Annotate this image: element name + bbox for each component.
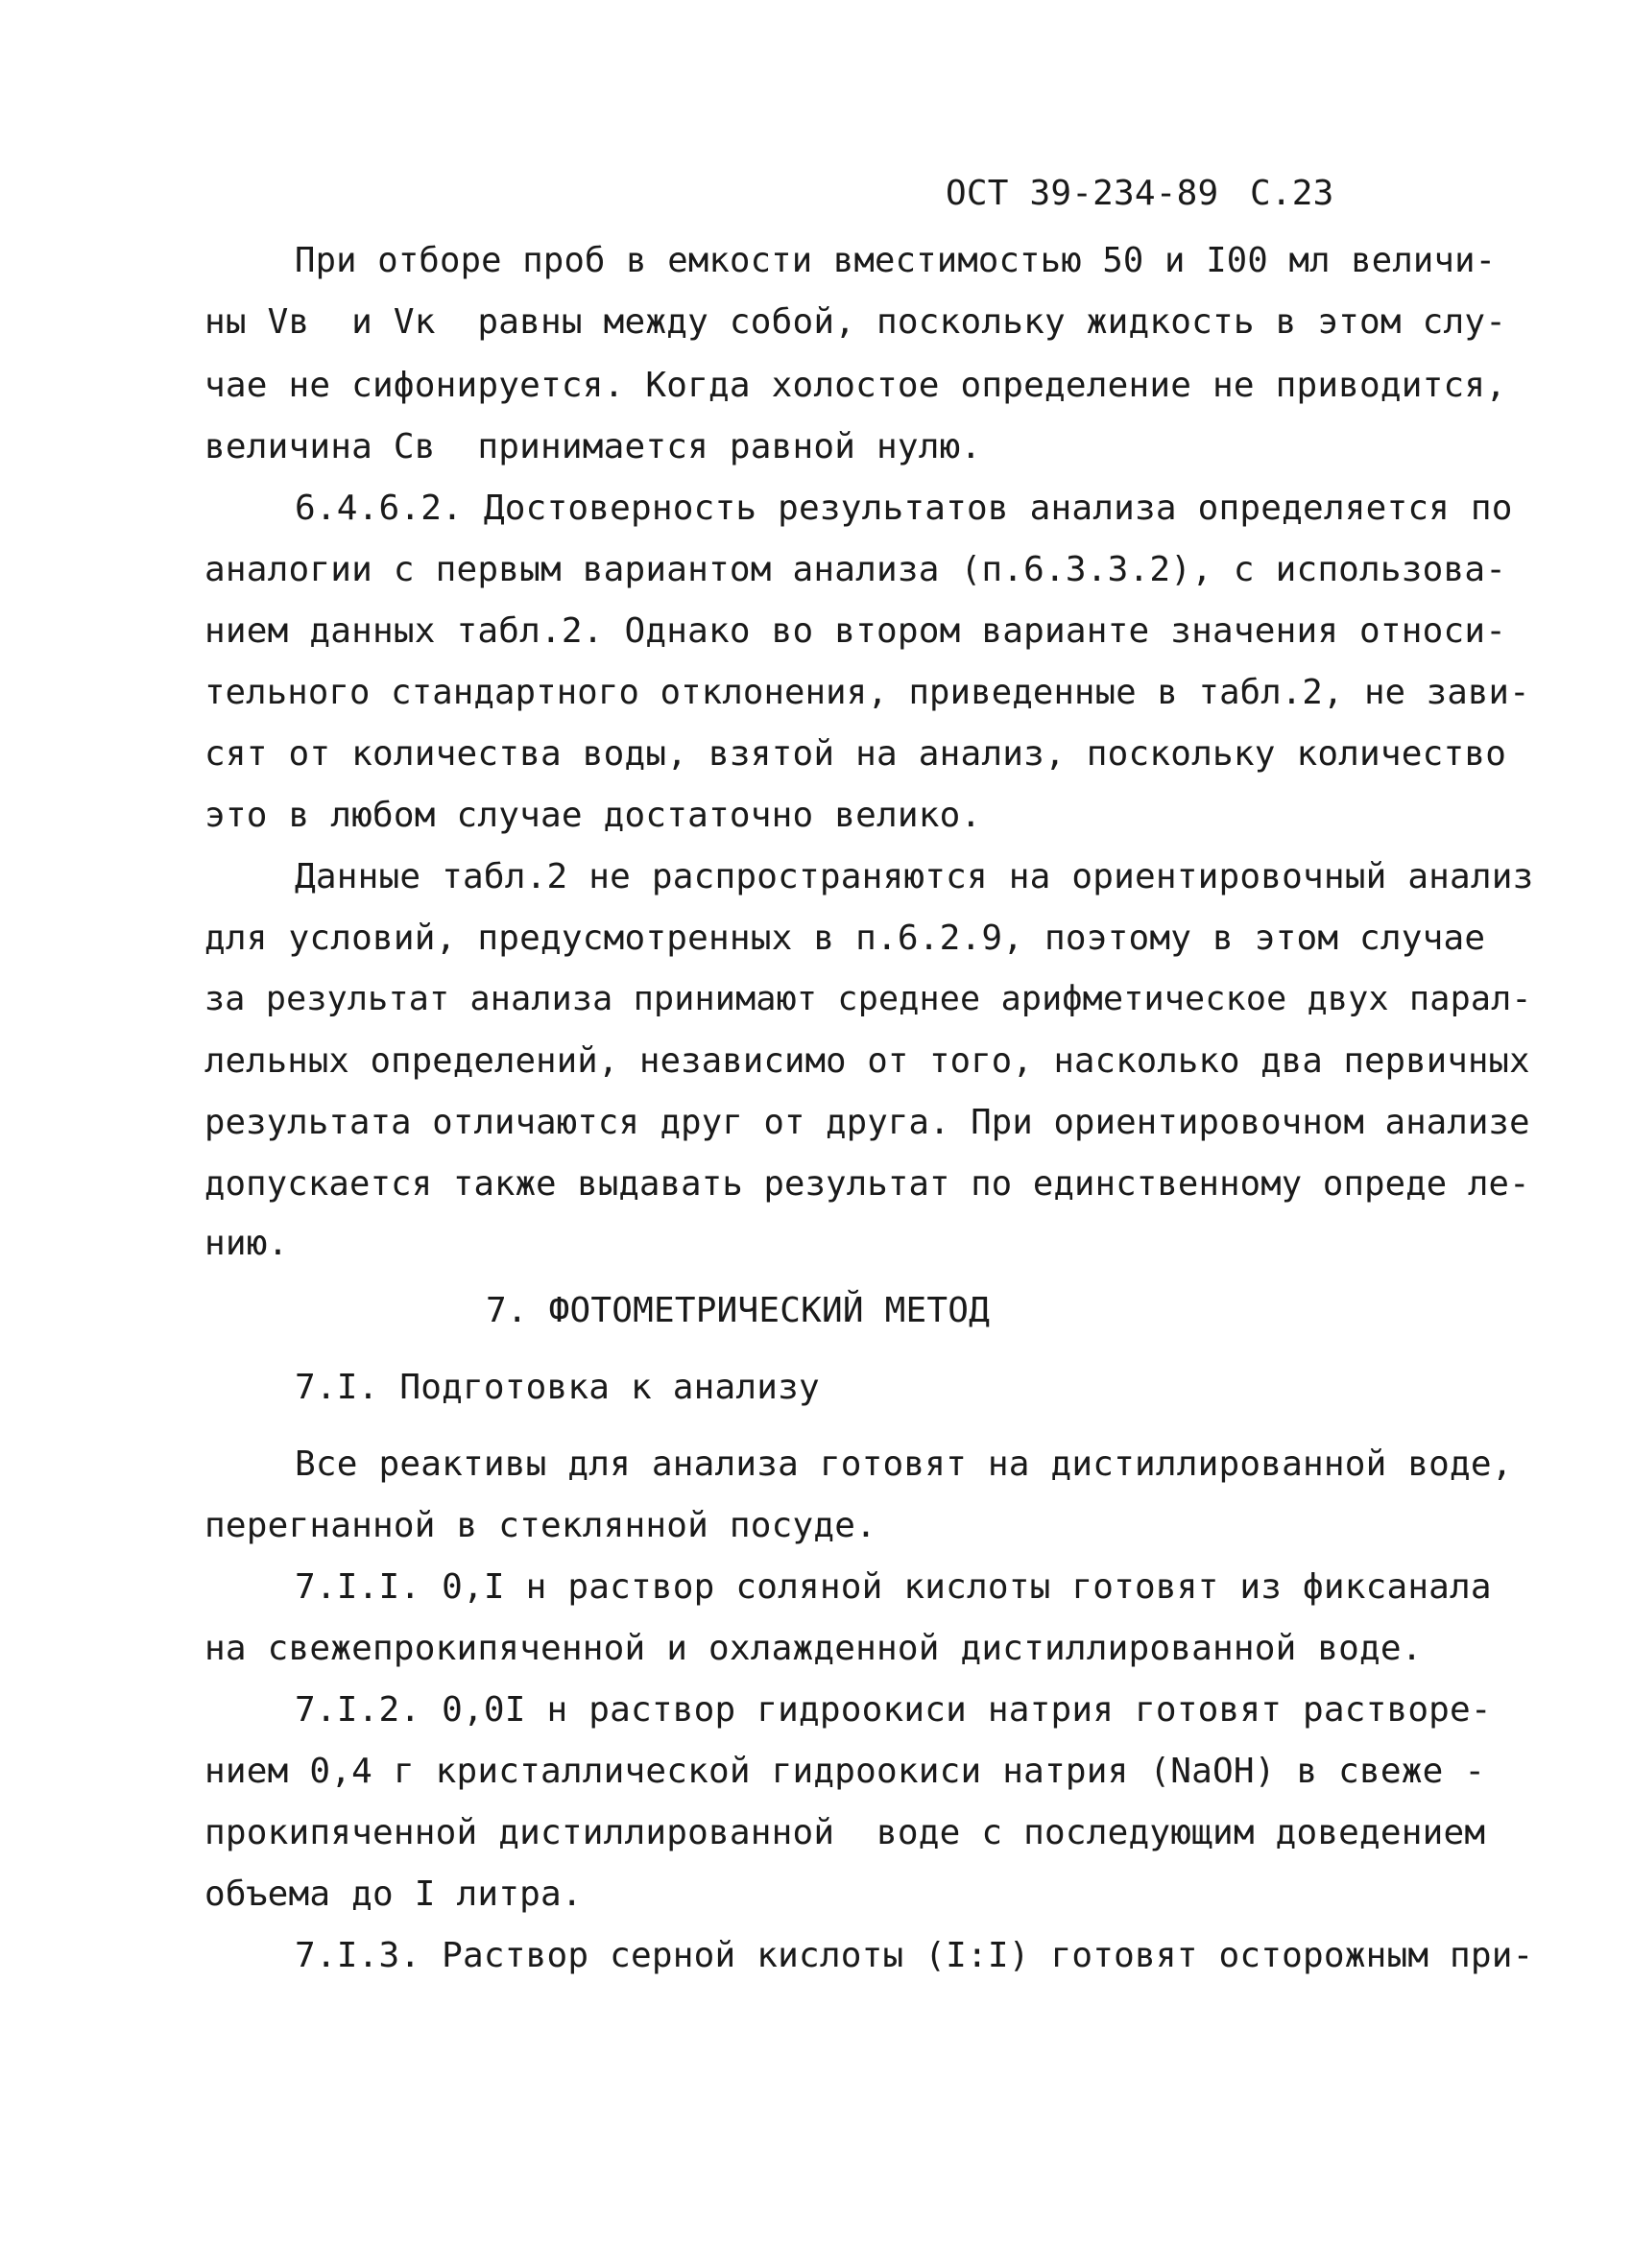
- body-line-12: для условий, предусмотренных в п.6.2.9, поэтому в этом случае: [204, 919, 1486, 958]
- body-line-11: Данные табл.2 не распространяются на ориентировочный анализ: [295, 857, 1534, 896]
- body-line-25: нием 0,4 г кристаллической гидроокиси натрия (NaOH) в свеже -: [204, 1752, 1486, 1791]
- body-line-5: 6.4.6.2. Достоверность результатов анализа определяется по: [295, 489, 1513, 528]
- body-line-2: ны Vв и Vк равны между собой, поскольку жидкость в этом слу-: [204, 302, 1507, 342]
- body-line-3: чае не сифонируется. Когда холостое определение не приводится,: [204, 366, 1507, 405]
- body-line-8: тельного стандартного отклонения, приведенные в табл.2, не зави-: [204, 673, 1530, 712]
- section-heading: 7. ФОТОМЕТРИЧЕСКИЙ МЕТОД: [486, 1291, 990, 1330]
- body-line-6: аналогии с первым вариантом анализа (п.6.3.3.2), с использова-: [204, 550, 1507, 589]
- subsection-heading: 7.I. Подготовка к анализу: [295, 1368, 820, 1407]
- document-code: ОСТ 39-234-89: [946, 174, 1219, 213]
- body-line-21: перегнанной в стеклянной посуде.: [204, 1506, 876, 1545]
- body-line-9: сят от количества воды, взятой на анализ, поскольку количество: [204, 734, 1507, 774]
- body-line-24: 7.I.2. 0,0I н раствор гидроокиси натрия готовят растворе-: [295, 1690, 1492, 1730]
- body-line-7: нием данных табл.2. Однако во втором варианте значения относи-: [204, 611, 1507, 651]
- body-line-26: прокипяченной дистиллированной воде с последующим доведением: [204, 1813, 1486, 1852]
- body-line-23: на свежепрокипяченной и охлажденной дистиллированной воде.: [204, 1629, 1423, 1668]
- body-line-15: результата отличаются друг от друга. При ориентировочном анализе: [204, 1103, 1530, 1142]
- body-line-20: Все реактивы для анализа готовят на дистиллированной воде,: [295, 1444, 1513, 1484]
- body-line-28: 7.I.3. Раствор серной кислоты (I:I) готовят осторожным при-: [295, 1936, 1534, 1975]
- body-line-4: величина Св принимается равной нулю.: [204, 427, 982, 466]
- body-line-10: это в любом случае достаточно велико.: [204, 796, 982, 835]
- body-line-13: за результат анализа принимают среднее арифметическое двух парал-: [204, 980, 1532, 1018]
- page-number: С.23: [1250, 174, 1334, 213]
- body-line-22: 7.I.I. 0,I н раствор соляной кислоты готовят из фиксанала: [295, 1567, 1492, 1607]
- body-line-17: нию.: [204, 1224, 289, 1263]
- body-line-14: лельных определений, независимо от того, насколько два первичных: [204, 1041, 1530, 1081]
- body-line-1: При отборе проб в емкости вместимостью 50 и I00 мл величи-: [295, 241, 1497, 280]
- body-line-27: объема до I литра.: [204, 1874, 583, 1914]
- body-line-16: допускается также выдавать результат по единственному опреде ле-: [204, 1164, 1530, 1204]
